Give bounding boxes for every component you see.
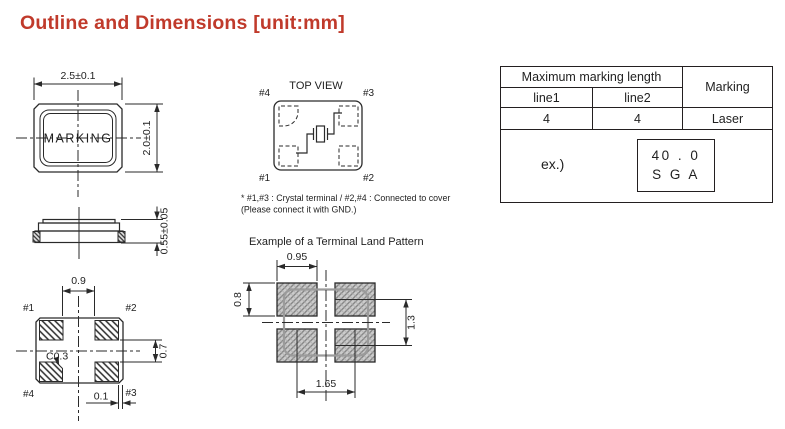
marking-table <box>500 66 773 203</box>
side-thickness-dim: 0.55±0.05 <box>158 207 171 255</box>
crystal-symbol-icon <box>296 113 342 153</box>
front-marking-label: MARKING <box>43 131 113 146</box>
table-header-max-marking-length: Maximum marking length <box>501 67 683 88</box>
topview-pad-2 <box>339 146 358 166</box>
bottom-view-drawing <box>16 286 162 421</box>
land-padheight-dim: 0.8 <box>232 292 244 307</box>
table-value-line2: 4 <box>593 108 683 130</box>
marking-example-cell <box>501 130 773 203</box>
bottom-edgegap-dim: 0.1 <box>93 390 109 403</box>
marking-example-line1: 40 . 0 <box>651 148 701 164</box>
side-view-drawing <box>33 207 163 260</box>
top-view-drawing <box>274 101 362 170</box>
bottom-padgap-v-dim: 0.7 <box>157 343 170 359</box>
bottom-pad-2 <box>95 321 119 341</box>
topview-package-outline <box>274 101 362 170</box>
topview-pin1-label: #1 <box>259 173 271 184</box>
marking-example-box <box>637 139 715 192</box>
land-pitchv-dim: 1.3 <box>405 315 418 330</box>
topview-pin3-label: #3 <box>363 88 375 99</box>
side-pad-left <box>33 232 40 243</box>
bottom-pad-1 <box>40 321 64 341</box>
marking-example-line2: S G A <box>652 166 700 182</box>
bottom-pin4-label: #4 <box>23 389 35 400</box>
topview-note-line2: (Please connect it with GND.) <box>241 204 357 215</box>
marking-example-label: ex.) <box>541 156 565 172</box>
topview-pad-1 <box>279 146 298 166</box>
topview-pin4-label: #4 <box>259 88 271 99</box>
land-pitchh-dim: 1.65 <box>315 378 337 390</box>
topview-note-line1: * #1,#3 : Crystal terminal / #2,#4 : Connected to cover <box>241 193 451 203</box>
table-value-line1: 4 <box>501 108 593 130</box>
topview-title: TOP VIEW <box>289 80 343 92</box>
table-header-line2: line2 <box>593 88 683 108</box>
front-height-dim: 2.0±0.1 <box>141 120 153 156</box>
bottom-chamfer-dim: C0.3 <box>46 350 69 363</box>
bottom-pin1-label: #1 <box>23 303 35 314</box>
bottom-padgap-h-dim: 0.9 <box>71 275 86 287</box>
bottom-pin2-label: #2 <box>125 303 137 314</box>
front-width-dim: 2.5±0.1 <box>60 70 96 82</box>
table-value-marking: Laser <box>683 108 773 130</box>
page-title: Outline and Dimensions [unit:mm] <box>20 12 345 34</box>
side-pad-right <box>118 232 125 243</box>
table-header-marking: Marking <box>683 67 773 108</box>
bottom-pin3-label: #3 <box>125 388 137 399</box>
land-padwidth-dim: 0.95 <box>286 251 308 263</box>
topview-pad-4 <box>279 106 298 126</box>
topview-pad-3 <box>339 106 358 126</box>
topview-pin2-label: #2 <box>363 173 375 184</box>
table-header-line1: line1 <box>501 88 593 108</box>
bottom-pad-3 <box>95 362 119 382</box>
land-pattern-title: Example of a Terminal Land Pattern <box>249 236 424 248</box>
